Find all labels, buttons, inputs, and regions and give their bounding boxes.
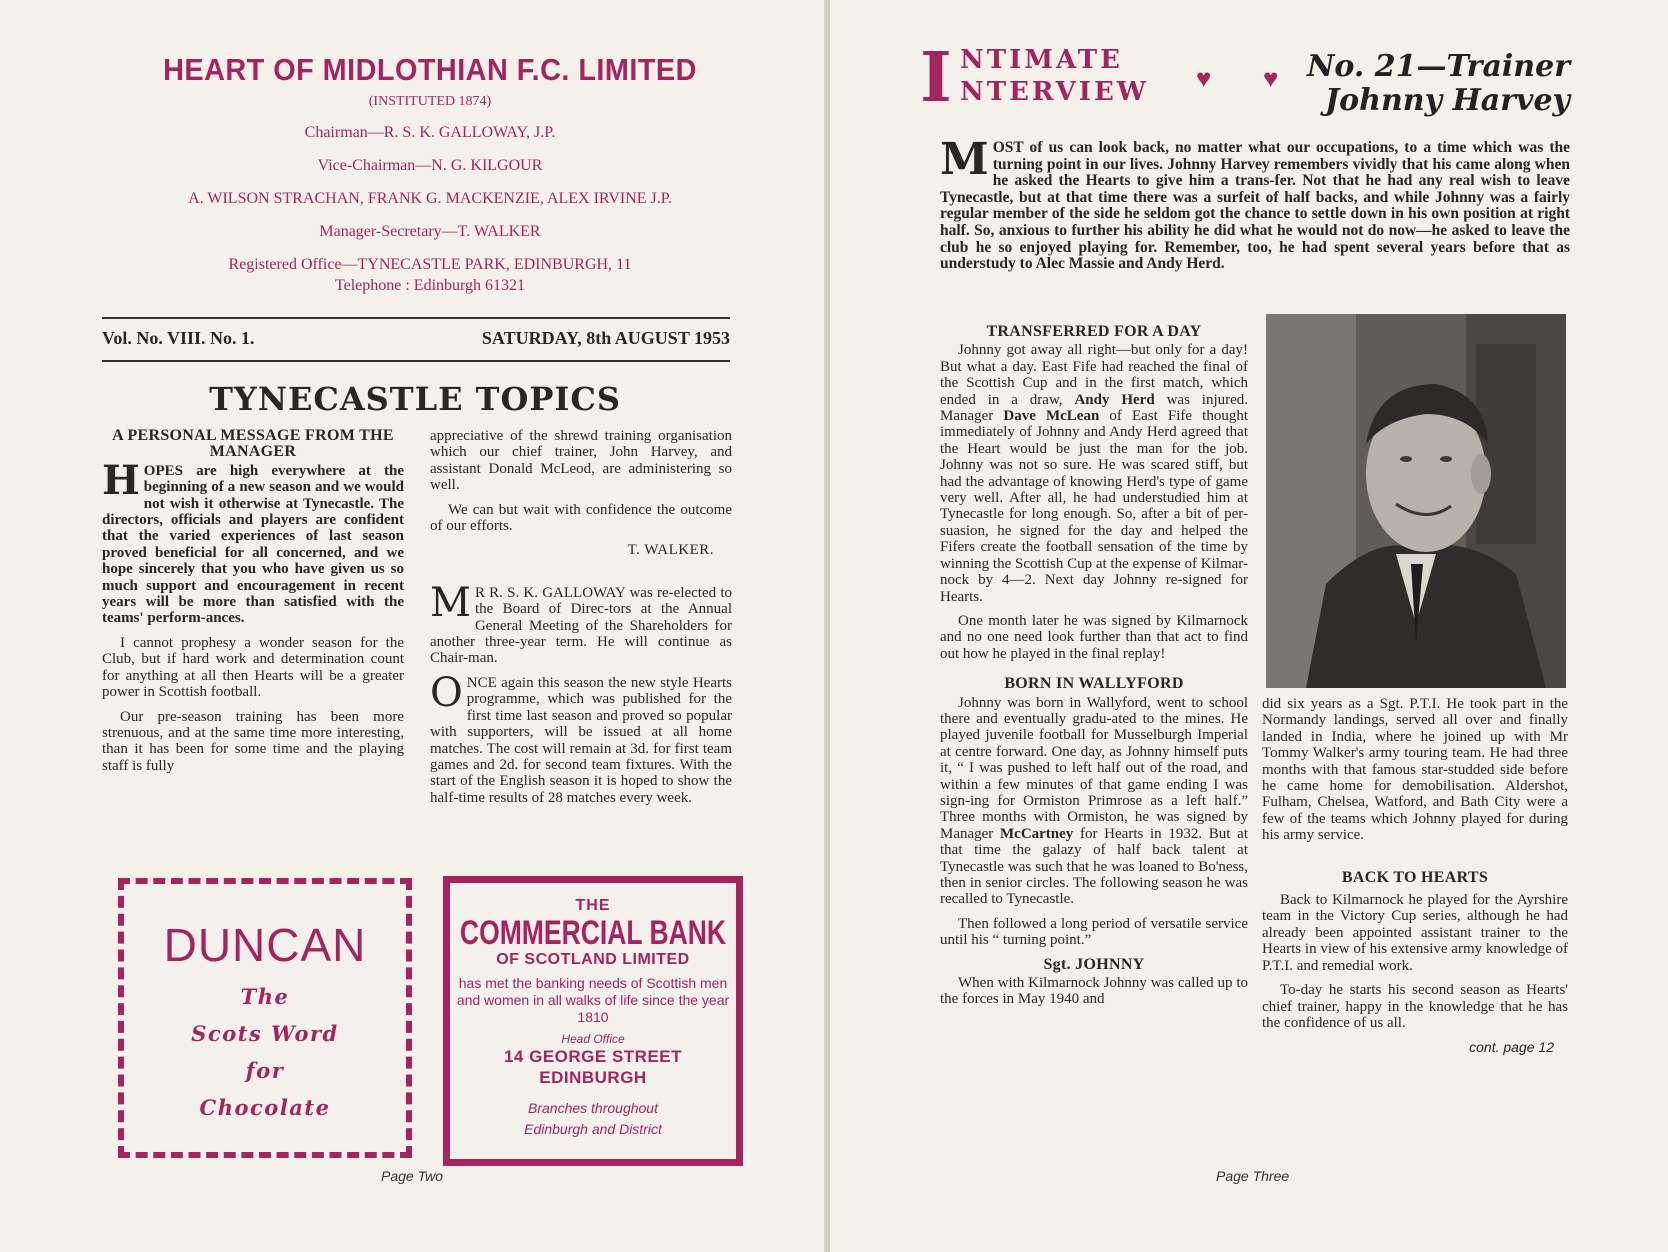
instituted: (INSTITUTED 1874) — [368, 94, 492, 109]
manager-secretary: Manager-Secretary—T. WALKER — [319, 223, 541, 240]
duncan-name: DUNCAN — [163, 919, 367, 971]
club-name: HEART OF MIDLOTHIAN F.C. LIMITED — [163, 52, 697, 87]
bank-address-city: EDINBURGH — [539, 1068, 647, 1087]
bank-branches: Branches throughout Edinburgh and District — [524, 1100, 662, 1137]
message-paragraph: Our pre-season training has been more strenuous, and at the same time more interesting, than it has been for some time and the playing staff is fully — [102, 708, 404, 774]
issue-row — [102, 328, 730, 349]
commercial-bank-advert — [443, 876, 743, 1166]
transferred-paragraph: One month later he was signed by Kilmarnock and no one need look further than that act to find out how he played in the final replay! — [940, 612, 1248, 662]
message-paragraph: appreciative of the shrewd training organisation which our chief trainer, John Harvey, and assistant Donald McLeod, are administering so well. — [430, 428, 732, 494]
back-paragraph: To-day he starts his second season as Hearts' chief trainer, happy in the knowledge that he has the confidence of us all. — [1262, 982, 1568, 1031]
message-paragraph: We can but wait with confidence the outcome of our efforts. — [430, 501, 732, 535]
signature: T. WALKER. — [627, 542, 714, 559]
page-number-right: Page Three — [1216, 1168, 1290, 1184]
rule-top — [102, 317, 730, 319]
bank-name: COMMERCIAL BANK — [459, 914, 727, 952]
manager-message-column — [102, 428, 404, 782]
interview-column-1 — [940, 324, 1248, 1016]
directors: A. WILSON STRACHAN, FRANK G. MACKENZIE, ALEX IRVINE J.P. — [188, 190, 672, 207]
message-intro: HOPES are high everywhere at the beginning of a new season and we would not wish it otherwise at Tynecastle. The directors, officials and players are confident that the varied experiences of last season proved beneficial for all concerned, and we hope sincerely that you who have given us so much support and encouragement in recent years will be more than satisfied with the teams' perform-ances. — [102, 456, 404, 627]
born-paragraph: Then followed a long period of versatile service until his “ turning point.” — [940, 915, 1248, 949]
intimate-interview-title: I NTIMATE NTERVIEW — [920, 38, 1149, 118]
heart-icon: ♥ — [1263, 64, 1279, 93]
johnny-harvey-photo — [1266, 314, 1566, 688]
volume-number: Vol. No. VIII. No. 1. — [102, 328, 255, 348]
duncan-advert — [118, 878, 412, 1158]
army-paragraph: did six years as a Sgt. P.T.I. He took part in the Normandy landings, served all over and finally landed in India, where he joined up with Mr Tommy Walker's army touring team. He had three months with that famous star-studded side before he came home for demobilisation. Aldershot, Fulham, Chelsea, Watford, and Bath City were a few of the teams which Johnny played for during his army service. — [1262, 696, 1568, 844]
bank-the: THE — [575, 897, 611, 914]
interview-column-2 — [1262, 696, 1568, 1056]
transferred-paragraph: Johnny got away all right—but only for a day! But what a day. East Fife had reached the final of the Scottish Cup and in the first match, which ended in a draw, Andy Herd was injured. Manager Dave McLean of East Fife thought immediately of Johnny and Andy Herd agreed that the Heart would be just the man for the job. Johnny was not so sure. He was scared stiff, but had the advantage of knowing Herd's type of game very well. After all, he had understudied him at Tynecastle for long enough. So, after a bit of per-suasion, he signed for the day and helped the Fifers create the football sensation of the time by winning the Scottish Cup at the expense of Kilmar-nock by 4—2. Next day Johnny re-signed for Hearts. — [940, 342, 1249, 605]
continued-note: cont. page 12 — [1469, 1039, 1554, 1056]
page-three — [830, 0, 1668, 1252]
duncan-slogan: The Scots Word for Chocolate — [191, 984, 339, 1120]
vice-chairman: Vice-Chairman—N. G. KILGOUR — [317, 157, 543, 174]
message-paragraph: I cannot prophesy a wonder season for the Club, but if hard work and determination count for anything at all then Hearts will be a greater power in Scottish football. — [102, 634, 404, 701]
message-heading: A PERSONAL MESSAGE FROM THE MANAGER — [112, 427, 394, 461]
section-title: TYNECASTLE TOPICS — [209, 380, 621, 418]
sgt-paragraph: When with Kilmarnock Johnny was called up to the forces in May 1940 and — [940, 975, 1248, 1008]
heading-born: BORN IN WALLYFORD — [1004, 675, 1184, 693]
chairman: Chairman—R. S. K. GALLOWAY, J.P. — [304, 124, 556, 141]
galloway-item: M R R. S. K. GALLOWAY was re-elected to the Board of Direc-tors at the Annual General Meeting of the Shareholders for another three-year term. He will continue as Chair-man. — [430, 579, 732, 667]
heart-icon: ♥ — [1196, 64, 1212, 93]
bank-head-office: Head Office — [561, 1032, 625, 1046]
heading-sgt: Sgt. JOHNNY — [1043, 955, 1145, 973]
bank-address-street: 14 GEORGE STREET — [503, 1047, 683, 1066]
rule-bottom — [102, 360, 730, 362]
heading-transferred: TRANSFERRED FOR A DAY — [986, 323, 1202, 340]
bank-description: has met the banking needs of Scottish men and women in all walks of life since the year 1810 — [456, 975, 730, 1025]
interview-intro: MOST of us can look back, no matter what our occupations, to a time which was the turning point in our lives. Johnny Harvey remembers vividly that his came along when he asked the Hearts to give him a trans-fer. Not that he had any real wish to leave Tynecastle, but at that time there was a surfeit of half backs, and while Johnny was a fairly regular member of the side he seldom got the chance to settle down in his own position at right half. So, anxious to further his ability he did what he would not do now—he asked to leave the club he so enjoyed playing for. Remember, too, he had spent several years before that as understudy to Alec Massie and Andy Herd. — [940, 134, 1570, 273]
bank-subtitle: OF SCOTLAND LIMITED — [496, 951, 690, 968]
page-number-left: Page Two — [381, 1168, 443, 1184]
programme-item: ONCE again this season the new style Hearts programme, which was published for the first time last season and proved so popular with supporters, will be issued at all home matches. The cost will remain at 3d. for first team games and 2d. for second team fixtures. With the start of the English season it is hoped to show the half-time results of 28 matches every week. — [430, 669, 732, 806]
interview-subject: No. 21—Trainer Johnny Harvey — [1306, 49, 1570, 118]
telephone: Telephone : Edinburgh 61321 — [334, 277, 526, 294]
portrait-image — [1266, 314, 1566, 688]
registered-office: Registered Office—TYNECASTLE PARK, EDINBURGH, 11 — [228, 256, 632, 273]
born-paragraph: Johnny was born in Wallyford, went to school there and eventually gradu-ated to the mines. He played juvenile football for Musselburgh Imperial at centre forward. One day, as Johnny himself puts it, “ I was pushed to left half out of the road, and within a few minutes of that game ending I was sign-ing for Ormiston Primrose as a left half.” Three months with Ormiston, he was signed by Manager McCartney for Hearts in 1932. But at that time the galazy of half back talent at Tynecastle was such that he was loaned to Bo'ness, then in senior circles. The following season he was recalled to Tynecastle. — [940, 694, 1248, 908]
heading-back: BACK TO HEARTS — [1341, 868, 1489, 886]
page-two — [0, 0, 826, 1252]
issue-date: SATURDAY, 8th AUGUST 1953 — [481, 328, 730, 348]
back-paragraph: Back to Kilmarnock he played for the Ayrshire team in the Victory Cup series, although he had already been appointed assistant trainer to the Hearts in view of his extensive army knowledge of P.T.I. and remedial work. — [1262, 892, 1568, 974]
message-column-2 — [430, 428, 732, 814]
